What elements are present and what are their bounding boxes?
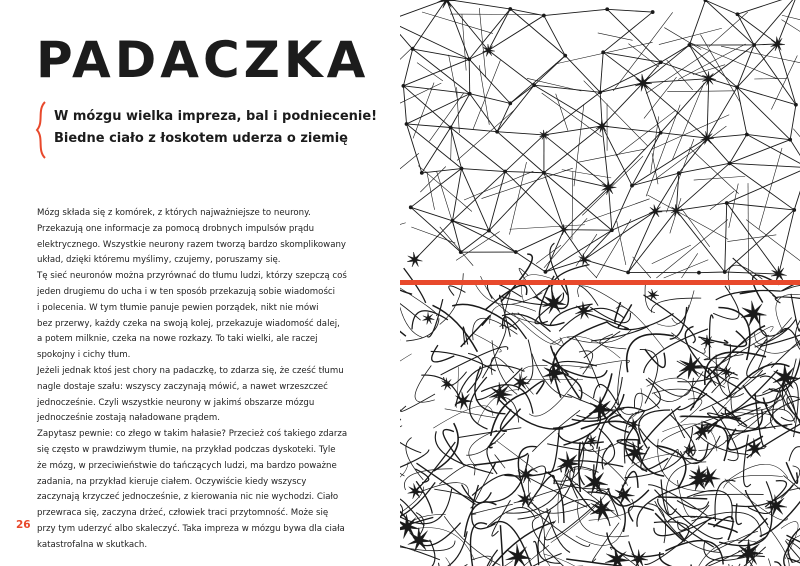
body-line: elektrycznego. Wszystkie neurony razem tworzą bardzo skomplikowany [37, 239, 346, 250]
body-line: spokojny i cichy tłum. [37, 350, 131, 361]
body-line: się często w prawdziwym tłumie, na przykład podczas dyskoteki. Tyle [37, 444, 336, 455]
right-page [400, 0, 800, 566]
body-line: przewraca się, zaczyna drżeć, człowiek traci przytomność. Może się [37, 508, 329, 519]
body-line: układ, dzięki któremu myślimy, czujemy, poruszamy się. [37, 255, 281, 266]
lead-line: Biedne ciało z łoskotem uderza o ziemię [54, 131, 348, 146]
accent-divider [400, 280, 800, 285]
body-line: Przekazują one informacje za pomocą drobnych impulsów prądu [37, 223, 315, 234]
body-line: jednocześnie zostają naładowane prądem. [37, 413, 220, 424]
lead-line: W mózgu wielka impreza, bal i podniecenie! [54, 109, 378, 124]
lead-paragraph [54, 106, 377, 150]
lead-brace-icon [33, 100, 49, 160]
body-line: katastrofalna w skutkach. [37, 539, 148, 550]
page-title: PADACZKA [36, 31, 370, 89]
body-text [37, 206, 367, 554]
body-line: Mózg składa się z komórek, z których najważniejsze to neurony. [37, 208, 311, 218]
body-line: a potem milknie, czeka na nowe rozkazy. To taki wielki, ale raczej [37, 334, 318, 345]
body-line: przy tym uderzyć albo skaleczyć. Taka impreza w mózgu bywa dla ciała [37, 523, 345, 534]
body-line: Tę sieć neuronów można przyrównać do tłumu ludzi, którzy szepczą coś [37, 271, 347, 282]
body-line: jeden drugiemu do ucha i w ten sposób przekazują sobie wiadomości [37, 286, 336, 297]
page-number: 26 [16, 519, 31, 531]
calm-neuron-network [400, 0, 800, 278]
body-line: że mózg, w przeciwieństwie do tańczących ludzi, ma bardzo poważne [37, 460, 337, 471]
body-line: Zapytasz pewnie: co złego w takim hałasie? Przecież coś takiego zdarza [37, 429, 348, 440]
body-line: zaczynają krzyczeć jednocześnie, z kierowania nic nie wychodzi. Ciało [37, 492, 339, 503]
body-line: zadania, na przykład kieruje ciałem. Oczywiście kiedy wszyscy [37, 476, 307, 487]
body-line: bez przerwy, każdy czeka na swoją kolej, przekazuje wiadomość dalej, [37, 318, 340, 329]
body-line: jednocześnie. Czyli wszystkie neurony w jakimś obszarze mózgu [37, 397, 315, 408]
body-line: i polecenia. W tym tłumie panuje pewien porządek, nikt nie mówi [37, 302, 319, 313]
body-line: Jeżeli jednak ktoś jest chory na padaczkę, to zdarza się, że cześć tłumu [37, 365, 344, 376]
body-line: nagle dostaje szału: wszyscy zaczynają mówić, a nawet wrzeszczeć [37, 381, 328, 392]
